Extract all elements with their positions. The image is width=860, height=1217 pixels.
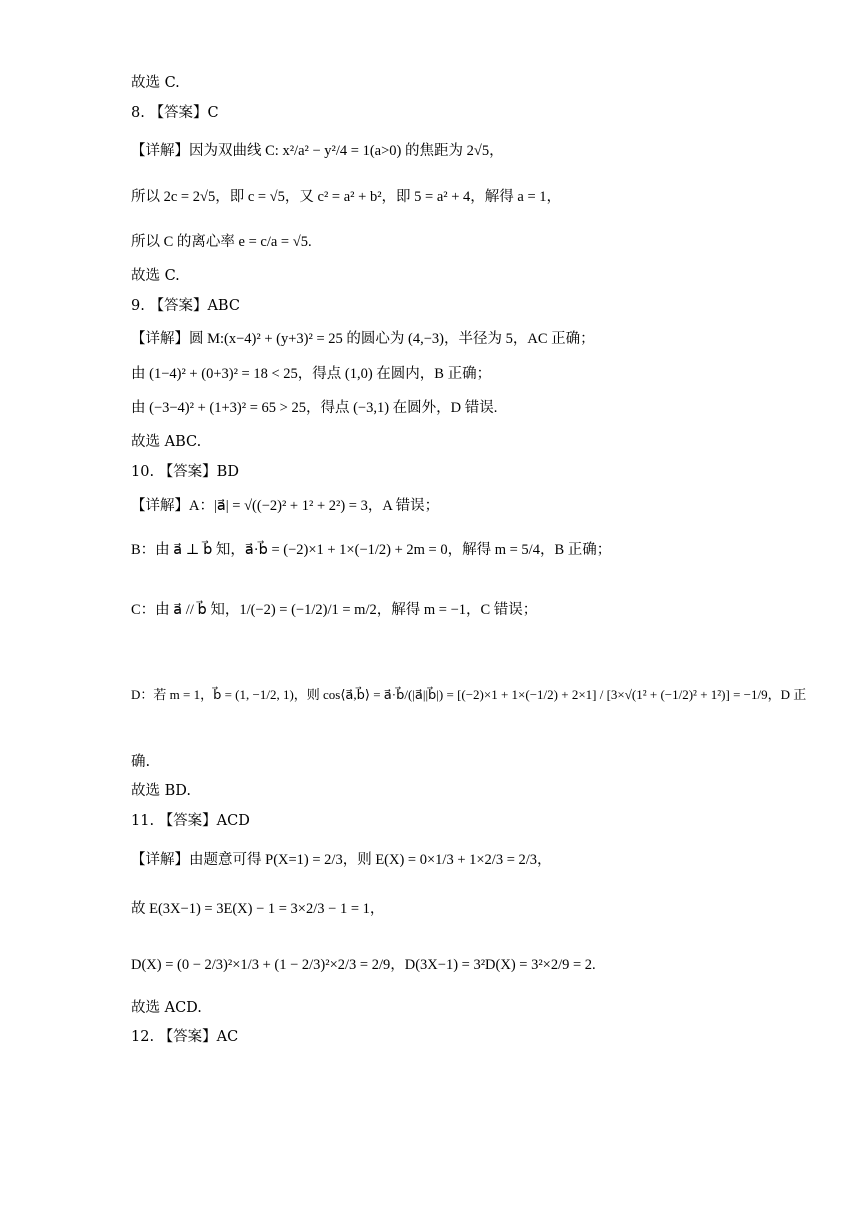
text-line: 所以 C 的离心率 e = c/a = √5. bbox=[131, 234, 312, 250]
text-line: 故选 C. bbox=[131, 268, 180, 284]
text-line: 【详解】A：|a⃗| = √((−2)² + 1² + 2²) = 3，A 错误； bbox=[131, 498, 440, 514]
answer-heading-11: 11. 【答案】ACD bbox=[131, 813, 250, 829]
text-line: 故 E(3X−1) = 3E(X) − 1 = 3×2/3 − 1 = 1， bbox=[131, 901, 385, 917]
text-line: D(X) = (0 − 2/3)²×1/3 + (1 − 2/3)²×2/3 = 2/9，D(3X−1) = 3²D(X) = 3²×2/9 = 2. bbox=[131, 957, 596, 973]
answer-heading-8: 8. 【答案】C bbox=[131, 105, 219, 121]
text-line: 【详解】由题意可得 P(X=1) = 2/3，则 E(X) = 0×1/3 + 1×2/3 = 2/3， bbox=[131, 852, 552, 868]
text-line: 由 (−3−4)² + (1+3)² = 65 > 25，得点 (−3,1) 在圆外，D 错误. bbox=[131, 400, 498, 416]
text-line: 故选 BD. bbox=[131, 783, 191, 799]
text-line: 【详解】因为双曲线 C: x²/a² − y²/4 = 1(a>0) 的焦距为 2√5， bbox=[131, 143, 504, 159]
text-line: 【详解】圆 M:(x−4)² + (y+3)² = 25 的圆心为 (4,−3)，半径为 5，AC 正确； bbox=[131, 331, 595, 347]
text-line: 确. bbox=[131, 754, 151, 770]
text-line: 故选 ABC. bbox=[131, 434, 202, 450]
text-line: B：由 a⃗ ⊥ b⃗ 知，a⃗·b⃗ = (−2)×1 + 1×(−1/2) + 2m = 0，解得 m = 5/4，B 正确； bbox=[131, 542, 612, 558]
answer-heading-9: 9. 【答案】ABC bbox=[131, 298, 240, 314]
text-line: C：由 a⃗ // b⃗ 知，1/(−2) = (−1/2)/1 = m/2，解得 m = −1，C 错误； bbox=[131, 602, 538, 618]
text-line: 由 (1−4)² + (0+3)² = 18 < 25，得点 (1,0) 在圆内，B 正确； bbox=[131, 366, 492, 382]
text-line: D：若 m = 1，b⃗ = (1, −1/2, 1)，则 cos⟨a⃗,b⃗⟩ = a⃗·b⃗/(|a⃗||b⃗|) = [(−2)×1 + 1×(−1/2) + 2×1] / [3×√(1² + (−1/2)² + 1²)] = −1/9，D 正 bbox=[131, 687, 807, 702]
answer-heading-12: 12. 【答案】AC bbox=[131, 1029, 239, 1045]
text-line: 故选 ACD. bbox=[131, 1000, 202, 1016]
text-line: 所以 2c = 2√5，即 c = √5，又 c² = a² + b²，即 5 = a² + 4，解得 a = 1， bbox=[131, 189, 562, 205]
text-line: 故选 C. bbox=[131, 75, 180, 91]
answer-heading-10: 10. 【答案】BD bbox=[131, 464, 239, 480]
